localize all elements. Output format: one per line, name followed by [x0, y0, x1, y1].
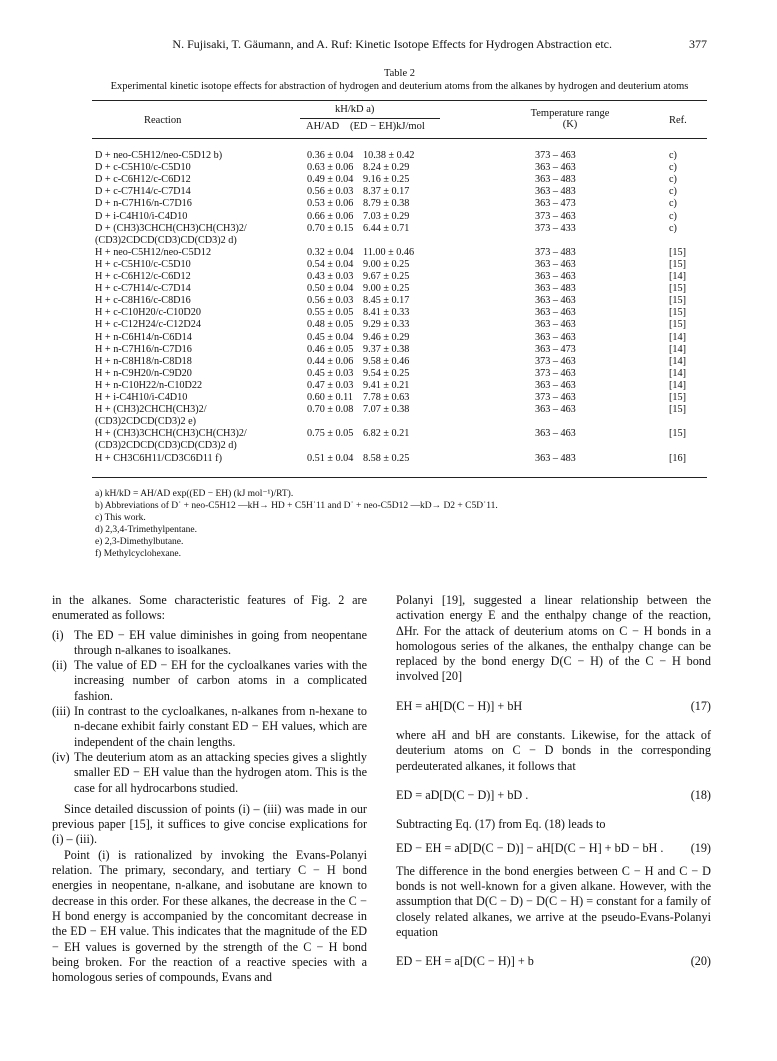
temperature-cell: 373 – 463 — [535, 150, 576, 161]
ed-eh-cell: 7.03 ± 0.29 — [363, 210, 410, 222]
ref-cell[interactable]: [15] — [669, 307, 686, 319]
table-row — [95, 259, 707, 271]
ref-cell[interactable]: [14] — [669, 379, 686, 391]
table-footnote: e) 2,3-Dimethylbutane. — [95, 537, 184, 547]
reaction-cell: H + c-C6H12/c-C6D12 — [95, 271, 191, 282]
table-row — [95, 453, 707, 465]
table-top-rule — [92, 100, 707, 101]
reaction-cell: D + c-C6H12/c-C6D12 — [95, 174, 191, 186]
reaction-cell: (CD3)2CDCD(CD3)2 e) — [95, 416, 197, 428]
header-ah-ad: AH/AD — [306, 121, 340, 132]
ed-eh-cell: 8.24 ± 0.29 — [363, 162, 410, 174]
ed-eh-cell: 9.37 ± 0.38 — [363, 343, 410, 355]
feature-list — [52, 628, 367, 796]
ah-ad-cell: 0.56 ± 0.03 — [307, 295, 354, 307]
ed-eh-cell: 8.41 ± 0.33 — [363, 307, 410, 319]
header-ed-eh: (ED − EH)kJ/mol — [350, 121, 425, 132]
temperature-cell: 363 – 463 — [535, 331, 576, 343]
ah-ad-cell: 0.43 ± 0.03 — [307, 271, 354, 282]
ref-cell[interactable]: [14] — [669, 331, 686, 343]
equation-20-number: (20) — [690, 954, 711, 969]
reaction-cell: H + neo-C5H12/neo-C5D12 — [95, 246, 212, 258]
equation-18 — [396, 788, 711, 803]
reaction-cell: D + neo-C5H12/neo-C5D12 b) — [95, 150, 223, 161]
equation-18-number: (18) — [690, 787, 711, 802]
temperature-cell: 373 – 463 — [535, 367, 576, 379]
list-item-number: (ii) — [52, 658, 67, 673]
ah-ad-cell: 0.45 ± 0.03 — [307, 367, 354, 379]
ed-eh-cell: 7.07 ± 0.38 — [363, 404, 410, 416]
equation-19-body: ED − EH = aD[D(C − D)] − aH[D(C − H] + bD − bH . — [396, 840, 664, 855]
left-column — [52, 593, 367, 985]
table-caption-block — [92, 67, 707, 93]
reaction-cell: H + (CH3)3CHCH(CH3)CH(CH3)2/ — [95, 428, 247, 440]
ref-cell: c) — [669, 222, 677, 234]
ref-cell[interactable]: [15] — [669, 428, 686, 440]
ah-ad-cell: 0.54 ± 0.04 — [307, 258, 354, 270]
ed-eh-cell: 8.45 ± 0.17 — [363, 295, 410, 307]
ah-ad-cell: 0.53 ± 0.06 — [307, 198, 354, 210]
table-row — [95, 211, 707, 223]
equation-20-body: ED − EH = a[D(C − H)] + b — [396, 954, 534, 969]
table-label: Table 2 — [383, 68, 416, 79]
temperature-cell: 373 – 483 — [535, 246, 576, 258]
reaction-cell: H + c-C8H16/c-C8D16 — [95, 295, 191, 307]
temperature-cell: 363 – 463 — [535, 428, 576, 440]
table-footnote: b) Abbreviations of D˙ + neo-C5H12 —kH→ HD + C5H˙11 and D˙ + neo-C5D12 —kD→ D2 + C5D˙11. — [95, 501, 498, 511]
reaction-cell: H + n-C6H14/n-C6D14 — [95, 331, 192, 343]
table-row — [95, 332, 707, 344]
ah-ad-cell: 0.70 ± 0.15 — [307, 222, 354, 234]
table-row — [95, 247, 707, 259]
reaction-cell: H + c-C12H24/c-C12D24 — [95, 319, 201, 331]
ref-cell[interactable]: [15] — [669, 319, 686, 331]
ref-cell[interactable]: [15] — [669, 404, 686, 416]
ref-cell[interactable]: [14] — [669, 355, 686, 367]
ah-ad-cell: 0.51 ± 0.04 — [307, 452, 354, 464]
ah-ad-cell: 0.48 ± 0.05 — [307, 319, 354, 331]
table-row — [95, 198, 707, 210]
table-row — [95, 150, 707, 162]
ah-ad-cell: 0.49 ± 0.04 — [307, 174, 354, 186]
reaction-cell: H + n-C8H18/n-C8D18 — [95, 355, 192, 367]
list-item-text: In contrast to the cycloalkanes, n-alkanes from n-hexane to n-decane exhibit fairly constant ED − EH values, which are independent of the chain lengths. — [74, 704, 367, 749]
equation-18-body: ED = aD[D(C − D)] + bD . — [396, 787, 529, 802]
ah-ad-cell: 0.50 ± 0.04 — [307, 283, 354, 295]
table-footnote: f) Methylcyclohexane. — [95, 549, 181, 559]
temperature-cell: 363 – 463 — [535, 258, 576, 270]
ref-cell[interactable]: [15] — [669, 392, 686, 403]
ref-cell: c) — [669, 150, 677, 161]
temperature-cell: 373 – 433 — [535, 222, 576, 234]
reaction-cell: H + n-C7H16/n-C7D16 — [95, 343, 192, 355]
reaction-cell: H + n-C10H22/n-C10D22 — [95, 379, 203, 391]
ah-ad-cell: 0.56 ± 0.03 — [307, 186, 354, 198]
table-row — [95, 428, 707, 440]
reaction-cell: D + n-C7H16/n-C7D16 — [95, 198, 192, 210]
reaction-cell: H + c-C7H14/c-C7D14 — [95, 283, 191, 295]
ref-cell: c) — [669, 210, 677, 222]
table-footnote: a) kH/kD = AH/AD exp((ED − EH) (kJ mol⁻¹)/RT). — [95, 489, 294, 499]
ed-eh-cell: 8.37 ± 0.17 — [363, 186, 410, 198]
list-item — [52, 628, 367, 659]
ed-eh-cell: 9.41 ± 0.21 — [363, 379, 410, 391]
list-item — [52, 658, 367, 704]
header-ref: Ref. — [669, 115, 687, 126]
ed-eh-cell: 11.00 ± 0.46 — [363, 246, 415, 258]
ed-eh-cell: 8.79 ± 0.38 — [363, 198, 410, 210]
table-row — [95, 223, 707, 235]
equation-20 — [396, 954, 711, 969]
ref-cell[interactable]: [15] — [669, 283, 686, 295]
header-reaction: Reaction — [144, 115, 182, 126]
temperature-cell: 363 – 463 — [535, 271, 576, 282]
table-row — [95, 392, 707, 404]
reaction-cell: H + n-C9H20/n-C9D20 — [95, 367, 192, 379]
ah-ad-cell: 0.60 ± 0.11 — [307, 392, 353, 403]
table-caption: Experimental kinetic isotope effects for abstraction of hydrogen and deuterium atoms from the alkanes by hydrogen and deuterium atoms — [110, 81, 689, 92]
ref-cell: c) — [669, 174, 677, 186]
temperature-cell: 363 – 463 — [535, 307, 576, 319]
ed-eh-cell: 9.54 ± 0.25 — [363, 367, 410, 379]
table-row — [95, 440, 707, 452]
ah-ad-cell: 0.32 ± 0.04 — [307, 246, 354, 258]
right-para-3: Subtracting Eq. (17) from Eq. (18) leads to — [396, 817, 606, 832]
temperature-cell: 373 – 463 — [535, 355, 576, 367]
header-sub-rule — [300, 118, 440, 119]
ref-cell[interactable]: [15] — [669, 246, 686, 258]
ref-cell[interactable]: [15] — [669, 258, 686, 270]
ah-ad-cell: 0.47 ± 0.03 — [307, 379, 354, 391]
table-row — [95, 235, 707, 247]
ah-ad-cell: 0.66 ± 0.06 — [307, 210, 354, 222]
reaction-cell: D + c-C7H14/c-C7D14 — [95, 186, 191, 198]
ah-ad-cell: 0.45 ± 0.04 — [307, 331, 354, 343]
page-number: 377 — [689, 37, 707, 51]
header-temperature: Temperature range (K) — [530, 108, 610, 130]
ed-eh-cell: 6.44 ± 0.71 — [363, 222, 410, 234]
ed-eh-cell: 9.00 ± 0.25 — [363, 258, 410, 270]
reaction-cell: D + (CH3)3CHCH(CH3)CH(CH3)2/ — [95, 222, 247, 234]
ed-eh-cell: 8.58 ± 0.25 — [363, 452, 410, 464]
right-para-4: The difference in the bond energies between C − H and C − D bonds is not well-known for a given alkane. However, with the assumption that D(C − D) − D(C − H) = constant for a family of closely related alkanes, we arrive at the pseudo-Evans-Polanyi equation — [396, 863, 711, 940]
ah-ad-cell: 0.70 ± 0.08 — [307, 404, 354, 416]
ah-ad-cell: 0.55 ± 0.05 — [307, 307, 354, 319]
reaction-cell: H + c-C10H20/c-C10D20 — [95, 307, 201, 319]
ed-eh-cell: 7.78 ± 0.63 — [363, 392, 410, 403]
table-row — [95, 271, 707, 283]
table-row — [95, 319, 707, 331]
table-row — [95, 283, 707, 295]
ed-eh-cell: 9.29 ± 0.33 — [363, 319, 410, 331]
ed-eh-cell: 9.67 ± 0.25 — [363, 271, 410, 282]
ref-cell[interactable]: [15] — [669, 295, 686, 307]
equation-17 — [396, 699, 711, 714]
temperature-cell: 363 – 473 — [535, 198, 576, 210]
ref-cell[interactable]: [14] — [669, 367, 686, 379]
reaction-cell: H + (CH3)2CHCH(CH3)2/ — [95, 404, 207, 416]
table-row — [95, 368, 707, 380]
reaction-cell: D + i-C4H10/i-C4D10 — [95, 210, 188, 222]
list-item — [52, 750, 367, 796]
temperature-cell: 363 – 483 — [535, 174, 576, 186]
table-header-rule — [92, 138, 707, 139]
reaction-cell: (CD3)2CDCD(CD3)CD(CD3)2 d) — [95, 440, 237, 452]
ed-eh-cell: 9.00 ± 0.25 — [363, 283, 410, 295]
ref-cell[interactable]: [14] — [669, 271, 686, 282]
temperature-cell: 363 – 463 — [535, 319, 576, 331]
right-para-1: Polanyi [19], suggested a linear relationship between the activation energy E and the enthalpy change of the reaction, ΔHr. For the attack of deuterium atoms on C − H bonds in a homologous series of the alkanes, the enthalpy change can be replaced by the bond energy D(C − H) of the C − H bond involved [20] — [396, 593, 711, 684]
equation-17-body: EH = aH[D(C − H)] + bH — [396, 698, 523, 713]
temperature-cell: 373 – 463 — [535, 210, 576, 222]
equation-19 — [396, 841, 711, 856]
table-row — [95, 174, 707, 186]
table-row — [95, 344, 707, 356]
reaction-cell: H + c-C5H10/c-C5D10 — [95, 258, 191, 270]
list-item-number: (iii) — [52, 704, 71, 719]
ref-cell[interactable]: [14] — [669, 343, 686, 355]
ah-ad-cell: 0.36 ± 0.04 — [307, 150, 354, 161]
equation-19-number: (19) — [690, 840, 711, 855]
list-item-text: The value of ED − EH for the cycloalkanes varies with the increasing number of carbon atoms in a complicated fashion. — [74, 658, 367, 703]
table-row — [95, 380, 707, 392]
list-item-number: (i) — [52, 627, 64, 642]
table-row — [95, 162, 707, 174]
table-row — [95, 404, 707, 416]
left-intro: in the alkanes. Some characteristic features of Fig. 2 are enumerated as follows: — [52, 593, 367, 623]
table-row — [95, 416, 707, 428]
list-item-number: (iv) — [52, 749, 70, 764]
left-para-1: Since detailed discussion of points (i) – (iii) was made in our previous paper [15], it suffices to give concise explications for (i) – (iii). — [52, 801, 367, 847]
ed-eh-cell: 9.58 ± 0.46 — [363, 355, 410, 367]
temperature-cell: 363 – 463 — [535, 379, 576, 391]
table-bottom-rule — [92, 477, 707, 478]
ed-eh-cell: 10.38 ± 0.42 — [363, 150, 415, 161]
table-footnote: c) This work. — [95, 513, 146, 523]
reaction-cell: H + i-C4H10/i-C4D10 — [95, 392, 188, 403]
reaction-cell: D + c-C5H10/c-C5D10 — [95, 162, 191, 174]
table-row — [95, 356, 707, 368]
ref-cell: c) — [669, 198, 677, 210]
temperature-cell: 363 – 473 — [535, 343, 576, 355]
reaction-cell: H + CH3C6H11/CD3C6D11 f) — [95, 452, 222, 464]
ref-cell: c) — [669, 186, 677, 198]
right-para-2: where aH and bH are constants. Likewise, for the attack of deuterium atoms on C − D bonds in the corresponding perdeuterated alkanes, it follows that — [396, 728, 711, 773]
ah-ad-cell: 0.46 ± 0.05 — [307, 343, 354, 355]
list-item-text: The ED − EH value diminishes in going from neopentane through n-alkanes to isoalkanes. — [74, 627, 367, 657]
table-footnote: d) 2,3,4-Trimethylpentane. — [95, 525, 198, 535]
list-item — [52, 704, 367, 750]
ref-cell[interactable]: [16] — [669, 452, 686, 464]
right-column — [396, 593, 711, 984]
temperature-cell: 363 – 463 — [535, 295, 576, 307]
temperature-cell: 363 – 463 — [535, 162, 576, 174]
ah-ad-cell: 0.75 ± 0.05 — [307, 428, 354, 440]
list-item-text: The deuterium atom as an attacking species gives a slightly smaller ED − EH value than the hydrogen atom. This is the case for all hydrocarbons studied. — [74, 749, 367, 795]
ed-eh-cell: 9.16 ± 0.25 — [363, 174, 410, 186]
ed-eh-cell: 9.46 ± 0.29 — [363, 331, 410, 343]
ed-eh-cell: 6.82 ± 0.21 — [363, 428, 410, 440]
temperature-cell: 363 – 483 — [535, 186, 576, 198]
table-row — [95, 295, 707, 307]
running-title: N. Fujisaki, T. Gäumann, and A. Ruf: Kinetic Isotope Effects for Hydrogen Abstraction etc. — [172, 37, 612, 51]
table-row — [95, 186, 707, 198]
ah-ad-cell: 0.63 ± 0.06 — [307, 162, 354, 174]
temperature-cell: 363 – 463 — [535, 404, 576, 416]
header-kh-kd: kH/kD a) — [335, 104, 375, 115]
temperature-cell: 363 – 483 — [535, 452, 576, 464]
table-row — [95, 307, 707, 319]
temperature-cell: 373 – 463 — [535, 392, 576, 403]
left-para-2: Point (i) is rationalized by invoking the Evans-Polanyi relation. The primary, secondary, and tertiary C − H bond energies in neopentane, n-alkane, and isobutane are known to decrease in this order. For these alkanes, the decrease in the C − H bond energy is accompanied by the concomitant decrease in the ED − EH value. This indicates that the magnitude of the ED − EH values is governed by the strength of the C − H bond being broken. For the reaction of a reactive species with a homologous series of compounds, Evans and — [52, 847, 367, 985]
ah-ad-cell: 0.44 ± 0.06 — [307, 355, 354, 367]
ref-cell: c) — [669, 162, 677, 174]
temperature-cell: 363 – 483 — [535, 283, 576, 295]
equation-17-number: (17) — [690, 698, 711, 713]
reaction-cell: (CD3)2CDCD(CD3)CD(CD3)2 d) — [95, 234, 237, 246]
